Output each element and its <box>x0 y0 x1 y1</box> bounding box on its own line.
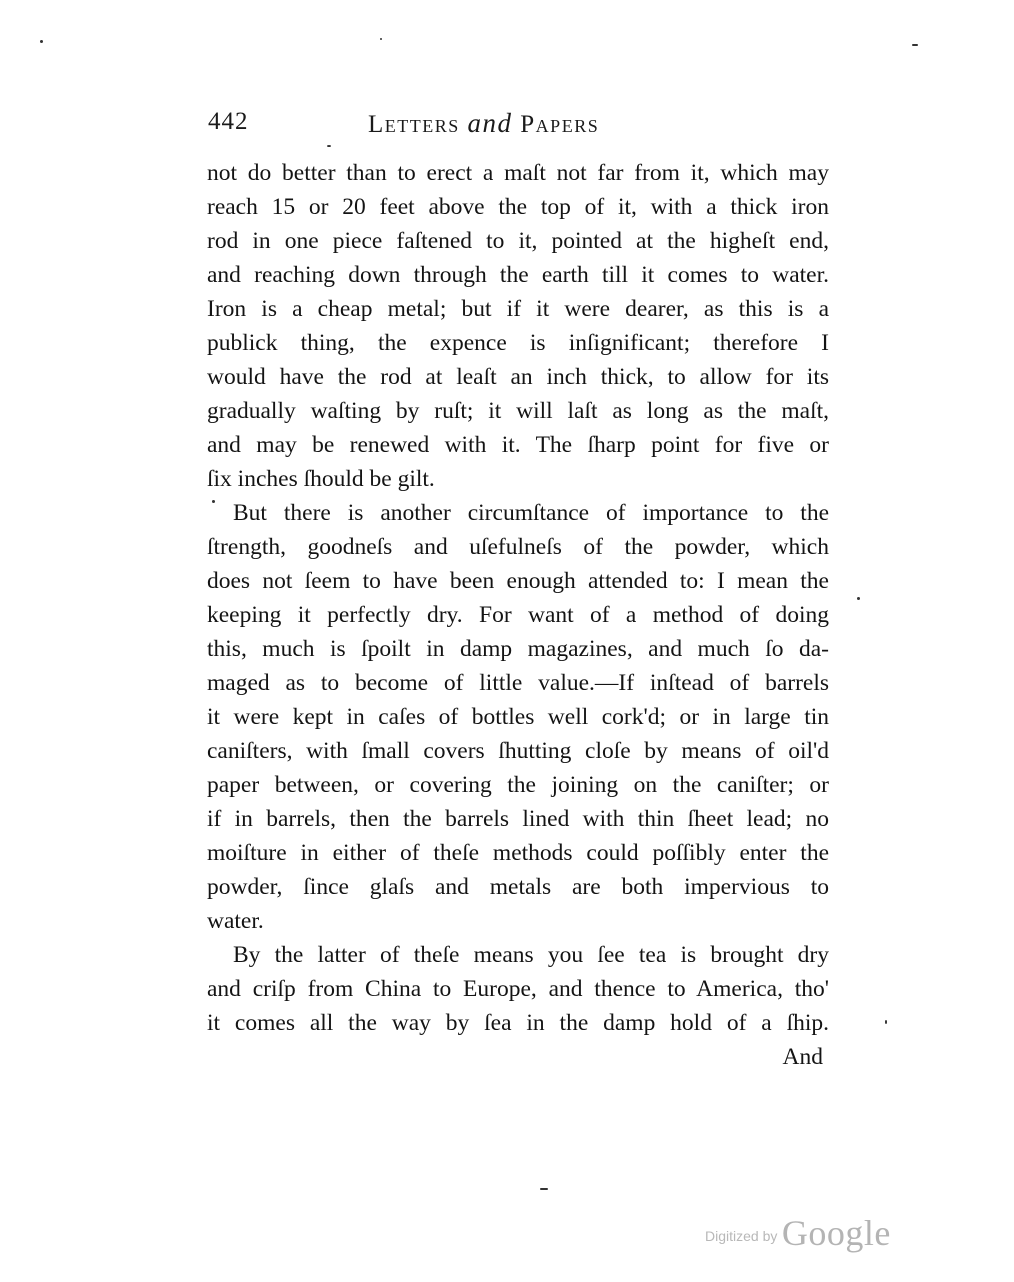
text-line: not do better than to erect a maſt not far from it, which may <box>207 160 829 186</box>
text-line: would have the rod at leaſt an inch thick, to allow for its <box>207 364 829 390</box>
text-line: water. <box>207 908 264 934</box>
text-line: Iron is a cheap metal; but if it were dearer, as this is a <box>207 296 829 322</box>
text-line: if in barrels, then the barrels lined with thin ſheet lead; no <box>207 806 829 832</box>
paragraph-2 <box>207 496 829 938</box>
text-line: By the latter of theſe means you ſee tea is brought dry <box>233 942 829 968</box>
scan-speck <box>327 145 331 147</box>
running-head-word1: Letters <box>368 111 460 138</box>
scan-speck <box>885 1020 887 1024</box>
text-line: and may be renewed with it. The ſharp point for five or <box>207 432 829 458</box>
running-head-word2: Papers <box>520 111 600 138</box>
watermark-prefix: Digitized by <box>705 1228 778 1244</box>
text-line: gradually waſting by ruſt; it will laſt as long as the maſt, <box>207 398 829 424</box>
text-line: powder, ſince glaſs and metals are both impervious to <box>207 874 829 900</box>
text-line: ſtrength, goodneſs and uſefulneſs of the powder, which <box>207 534 829 560</box>
text-line: publick thing, the expence is inſignificant; therefore I <box>207 330 829 356</box>
text-line: it comes all the way by ſea in the damp hold of a ſhip. <box>207 1010 829 1036</box>
scan-speck <box>212 500 215 503</box>
text-line: maged as to become of little value.—If inſtead of barrels <box>207 670 829 696</box>
page-header <box>208 108 828 144</box>
digitized-by-google-watermark <box>705 1212 891 1254</box>
scan-speck <box>540 1188 548 1190</box>
scan-speck <box>40 40 43 43</box>
text-line: it were kept in caſes of bottles well cork'd; or in large tin <box>207 704 829 730</box>
running-head-connector: and <box>467 108 513 138</box>
running-head <box>368 108 599 139</box>
text-line: But there is another circumſtance of importance to the <box>233 500 829 526</box>
text-line: keeping it perfectly dry. For want of a method of doing <box>207 602 829 628</box>
catchword: And <box>782 1044 823 1070</box>
text-line: moiſture in either of theſe methods could poſſibly enter the <box>207 840 829 866</box>
scan-speck <box>857 597 860 600</box>
text-line: paper between, or covering the joining on the caniſter; or <box>207 772 829 798</box>
text-line: ſix inches ſhould be gilt. <box>207 466 435 492</box>
text-line: does not ſeem to have been enough attended to: I mean the <box>207 568 829 594</box>
text-line: rod in one piece faſtened to it, pointed at the higheſt end, <box>207 228 829 254</box>
google-logo: Google <box>781 1213 891 1253</box>
scan-speck <box>912 44 918 46</box>
text-line: caniſters, with ſmall covers ſhutting cloſe by means of oil'd <box>207 738 829 764</box>
paragraph-1 <box>207 156 829 496</box>
text-line: reach 15 or 20 feet above the top of it, with a thick iron <box>207 194 829 220</box>
text-line: this, much is ſpoilt in damp magazines, and much ſo da- <box>207 636 829 662</box>
paragraph-3 <box>207 938 829 1040</box>
text-line: and criſp from China to Europe, and thence to America, tho' <box>207 976 829 1002</box>
text-line: and reaching down through the earth till it comes to water. <box>207 262 829 288</box>
scan-speck <box>380 38 382 40</box>
page-number: 442 <box>208 108 249 135</box>
body-text <box>207 156 829 1074</box>
